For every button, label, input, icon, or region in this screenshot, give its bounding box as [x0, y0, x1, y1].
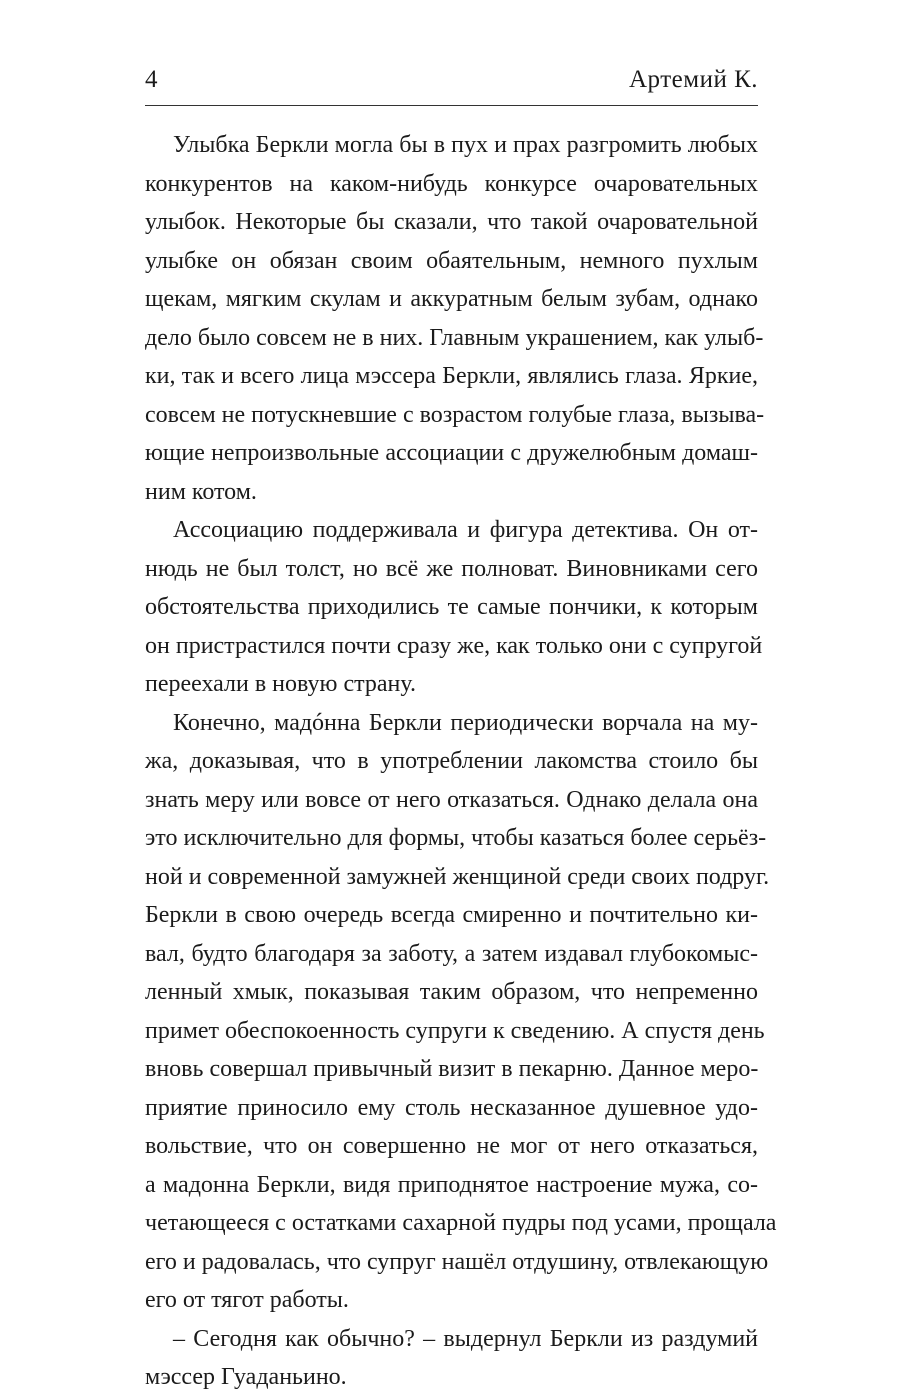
text-line: его от тягот работы.: [145, 1287, 349, 1313]
text-line: ним котом.: [145, 478, 257, 505]
paragraph: [145, 704, 777, 1320]
text-line: ющие непроизвольные ассоциации с дружелюбным домаш-: [145, 440, 758, 466]
text-line: это исключительно для формы, чтобы казаться более серьёз-: [145, 825, 767, 851]
text-line: совсем не потускневшие с возрастом голубые глаза, вызыва-: [145, 401, 765, 428]
text-line: вольствие, что он совершенно не мог от него отказаться,: [145, 1133, 758, 1159]
header-rule: [145, 105, 758, 106]
paragraph: [145, 511, 763, 704]
text-line: приятие приносило ему столь несказанное душевное удо-: [145, 1094, 758, 1121]
text-line: ной и современной замужней женщиной среди своих подруг.: [145, 863, 770, 890]
text-line: он пристрастился почти сразу же, как только они с супругой: [145, 632, 763, 659]
page-header: [145, 64, 758, 100]
text-line: примет обеспокоенность супруги к сведению. А спустя день: [145, 1017, 765, 1044]
text-line: вал, будто благодаря за заботу, а затем издавал глубокомыс-: [145, 940, 758, 967]
text-line: щекам, мягким скулам и аккуратным белым зубам, однако: [145, 286, 758, 312]
text-line: обстоятельства приходились те самые пончики, к которым: [145, 594, 758, 620]
paragraph: [145, 126, 765, 511]
text-line: а мадонна Беркли, видя приподнятое настроение мужа, со-: [145, 1171, 758, 1198]
text-line: улыбке он обязан своим обаятельным, немного пухлым: [145, 247, 758, 274]
text-line: нюдь не был толст, но всё же полноват. Виновниками сего: [145, 555, 758, 582]
page-number: 4: [145, 66, 158, 93]
text-line: конкурентов на каком-нибудь конкурсе очаровательных: [145, 170, 758, 197]
text-line: ки, так и всего лица мэссера Беркли, являлись глаза. Яркие,: [145, 363, 758, 389]
text-line: вновь совершал привычный визит в пекарню. Данное меро-: [145, 1056, 759, 1082]
text-line: Ассоциацию поддерживала и фигура детектива. Он от-: [173, 517, 758, 543]
text-line: Конечно, мадóнна Беркли периодически ворчала на му-: [173, 709, 758, 736]
running-title: Артемий К.: [629, 66, 758, 93]
text-line: Улыбка Беркли могла бы в пух и прах разгромить любых: [173, 132, 758, 158]
text-line: Беркли в свою очередь всегда смиренно и почтительно ки-: [145, 902, 758, 928]
body-text: [145, 126, 777, 1397]
text-line: его и радовалась, что супруг нашёл отдушину, отвлекающую: [145, 1248, 769, 1275]
text-line: улыбок. Некоторые бы сказали, что такой очаровательной: [145, 209, 758, 235]
text-line: – Сегодня как обычно? – выдернул Беркли из раздумий: [173, 1325, 758, 1352]
text-line: жа, доказывая, что в употреблении лакомства стоило бы: [145, 748, 758, 774]
text-line: ленный хмык, показывая таким образом, что непременно: [145, 979, 758, 1005]
text-line: четающееся с остатками сахарной пудры под усами, прощала: [145, 1210, 777, 1236]
text-line: знать меру или вовсе от него отказаться. Однако делала она: [145, 786, 758, 813]
text-line: мэссер Гуаданьино.: [145, 1364, 347, 1390]
paragraph: [145, 1320, 758, 1397]
text-line: переехали в новую страну.: [145, 671, 416, 697]
text-line: дело было совсем не в них. Главным украшением, как улыб-: [145, 324, 764, 351]
